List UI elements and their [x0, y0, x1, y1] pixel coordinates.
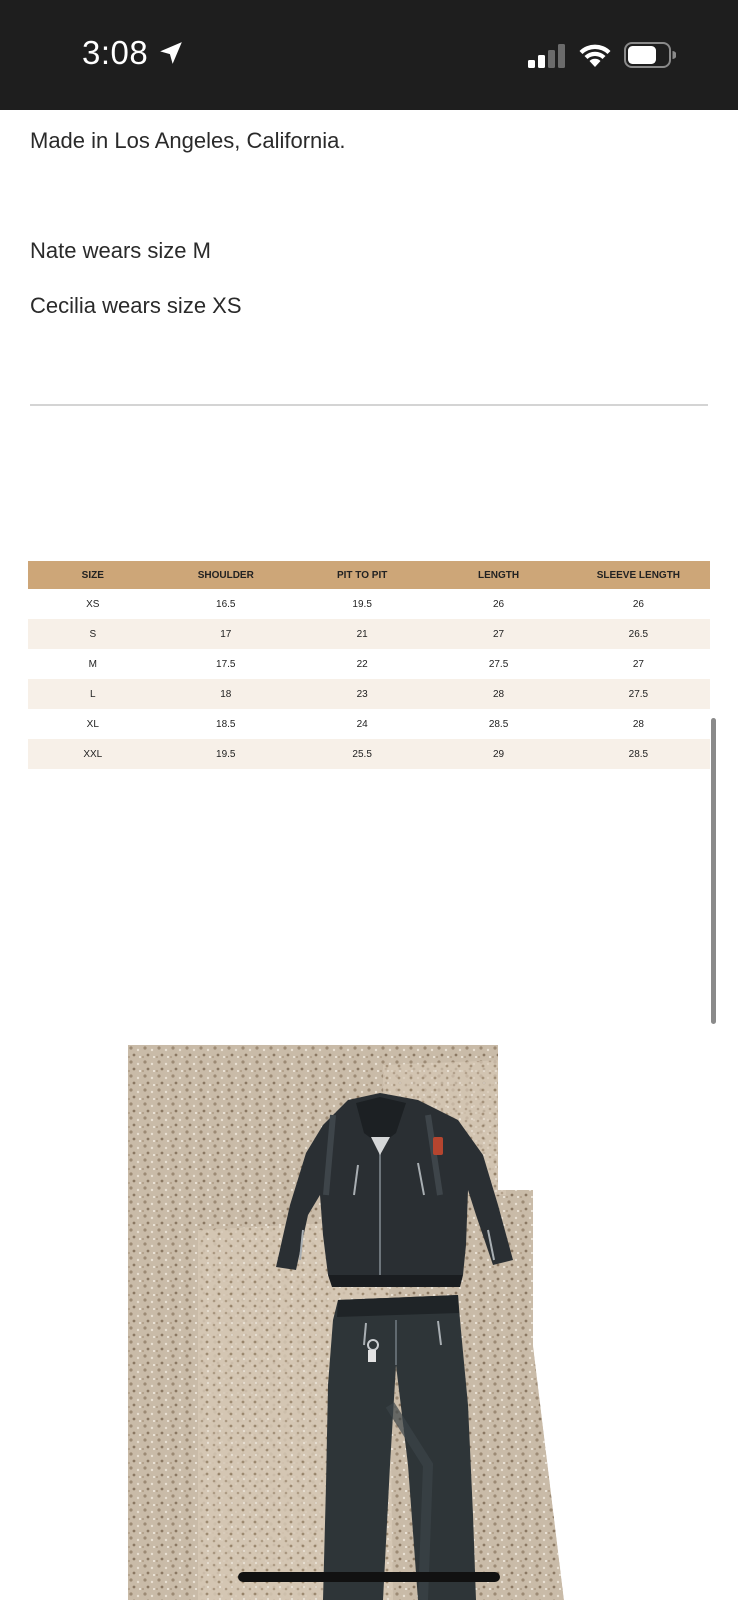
- cell-size: S: [28, 619, 158, 649]
- header-sleeve-length: SLEEVE LENGTH: [567, 561, 710, 589]
- cell-shoulder: 17: [158, 619, 294, 649]
- model-size-text-nate: Nate wears size M: [30, 238, 211, 263]
- cell-shoulder: 18: [158, 679, 294, 709]
- cell-size: XXL: [28, 739, 158, 769]
- wifi-icon: [578, 40, 612, 68]
- cell-pit-to-pit: 22: [294, 649, 430, 679]
- status-bar: [0, 0, 738, 110]
- table-row: [28, 619, 710, 649]
- cell-pit-to-pit: 19.5: [294, 589, 430, 619]
- cell-sleeve-length: 27: [567, 649, 710, 679]
- table-row: [28, 739, 710, 769]
- cell-sleeve-length: 28: [567, 709, 710, 739]
- cell-length: 26: [430, 589, 566, 619]
- cell-shoulder: 17.5: [158, 649, 294, 679]
- section-divider: [30, 404, 708, 406]
- size-chart-header-row: [28, 561, 710, 589]
- made-in-text: Made in Los Angeles, California.: [30, 128, 346, 153]
- location-arrow-icon: [158, 40, 184, 66]
- cell-shoulder: 16.5: [158, 589, 294, 619]
- cell-sleeve-length: 27.5: [567, 679, 710, 709]
- battery-icon: [624, 42, 676, 68]
- table-row: [28, 649, 710, 679]
- cell-size: M: [28, 649, 158, 679]
- cell-pit-to-pit: 25.5: [294, 739, 430, 769]
- cell-length: 27.5: [430, 649, 566, 679]
- header-length: LENGTH: [430, 561, 566, 589]
- cell-length: 29: [430, 739, 566, 769]
- gravel-photo-white-gap: [498, 1045, 564, 1190]
- cell-pit-to-pit: 23: [294, 679, 430, 709]
- scrollbar[interactable]: [711, 718, 716, 1024]
- product-photo[interactable]: [128, 1045, 564, 1600]
- cell-sleeve-length: 26.5: [567, 619, 710, 649]
- cell-sleeve-length: 26: [567, 589, 710, 619]
- header-shoulder: SHOULDER: [158, 561, 294, 589]
- table-row: [28, 589, 710, 619]
- header-pit-to-pit: PIT TO PIT: [294, 561, 430, 589]
- cell-length: 28: [430, 679, 566, 709]
- table-row: [28, 709, 710, 739]
- home-indicator[interactable]: [238, 1572, 500, 1582]
- cell-size: XL: [28, 709, 158, 739]
- cell-length: 28.5: [430, 709, 566, 739]
- cell-shoulder: 19.5: [158, 739, 294, 769]
- model-size-text-cecilia: Cecilia wears size XS: [30, 293, 242, 318]
- cell-size: XS: [28, 589, 158, 619]
- cellular-signal-icon: [528, 44, 566, 68]
- cell-sleeve-length: 28.5: [567, 739, 710, 769]
- cell-size: L: [28, 679, 158, 709]
- product-description-page: [0, 110, 738, 1600]
- status-time: 3:08: [82, 34, 149, 71]
- cell-pit-to-pit: 21: [294, 619, 430, 649]
- cell-length: 27: [430, 619, 566, 649]
- cell-pit-to-pit: 24: [294, 709, 430, 739]
- size-chart-table: [28, 561, 710, 769]
- cell-shoulder: 18.5: [158, 709, 294, 739]
- header-size: SIZE: [28, 561, 158, 589]
- table-row: [28, 679, 710, 709]
